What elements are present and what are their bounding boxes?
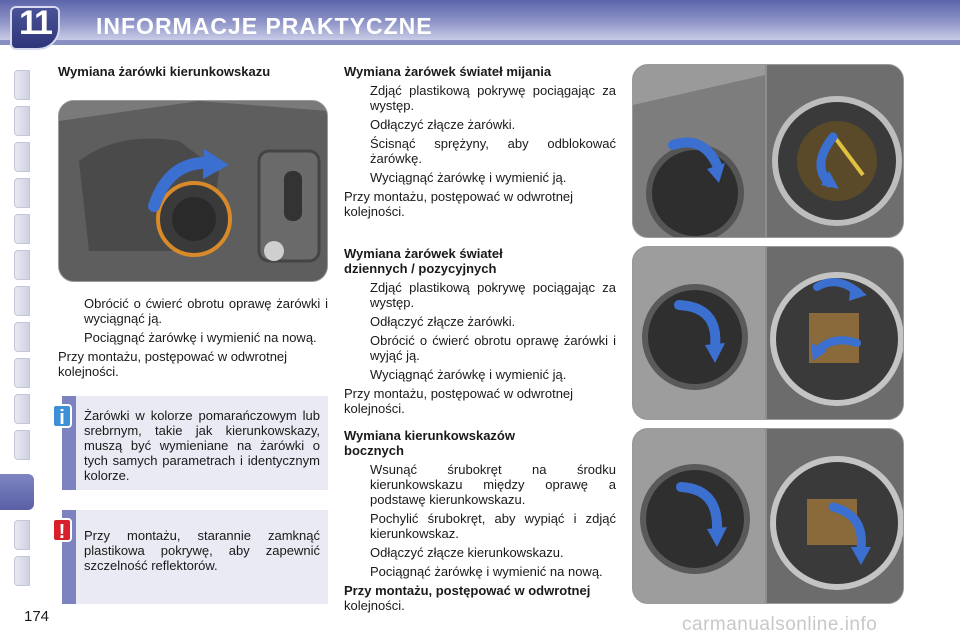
section-heading: Wymiana żarówek świateł dziennych / pozycyjnych [344, 246, 503, 276]
photo-low-beam [632, 64, 904, 238]
chapter-tab[interactable] [14, 358, 30, 388]
list-item: Wyciągnąć żarówkę i wymienić ją. [370, 367, 567, 382]
list-item: Obrócić o ćwierć obrotu oprawę żarówki i wyciągnąć ją. [84, 296, 328, 326]
chapter-tab[interactable] [14, 178, 30, 208]
side-indicator-illustration [633, 429, 904, 604]
chapter-tab[interactable] [14, 556, 30, 586]
list-item: Ścisnąć sprężyny, aby odblokować żarówkę. [370, 136, 616, 166]
chapter-tab[interactable] [14, 214, 30, 244]
chapter-tab[interactable] [14, 286, 30, 316]
list-item: Zdjąć plastikową pokrywę pociągając za występ. [370, 83, 616, 113]
photo-turn-signal-housing [58, 100, 328, 282]
turn-signal-illustration [59, 101, 328, 282]
page-number: 174 [24, 608, 50, 625]
chapter-tab[interactable] [14, 430, 30, 460]
assembly-note: Przy montażu, postępować w odwrotnej kolejności. [344, 189, 574, 219]
low-beam-section [344, 64, 616, 219]
warning-note [62, 510, 328, 604]
section-heading: Wymiana żarówki kierunkowskazu [58, 64, 271, 79]
chapter-tab[interactable] [14, 106, 30, 136]
low-beam-illustration [633, 65, 904, 238]
list-item: Odłączyć złącze żarówki. [370, 314, 516, 329]
daytime-lights-illustration [633, 247, 904, 420]
list-item: Wyciągnąć żarówkę i wymienić ją. [370, 170, 567, 185]
list-item: Odłączyć złącze kierunkowskazu. [370, 545, 564, 560]
side-indicator-section [344, 428, 616, 613]
list-item: Pociągnąć żarówkę i wymienić na nową. [370, 564, 603, 579]
info-note-text: Żarówki w kolorze pomarańczowym lub srebrnym, takie jak kierunkowskazy, muszą być wymieniane na żarówki o tych samych parametrach i identycznym kolorze. [84, 408, 320, 483]
list-item: Pochylić śrubokręt, aby wypiąć i zdjąć kierunkowskaz. [370, 511, 616, 541]
chapter-tab[interactable] [14, 322, 30, 352]
chapter-tab[interactable] [14, 520, 30, 550]
list-item: Pociągnąć żarówkę i wymienić na nową. [84, 330, 317, 345]
header-underline [0, 40, 960, 45]
info-note [62, 396, 328, 490]
list-item: Odłączyć złącze żarówki. [370, 117, 516, 132]
photo-side-indicator [632, 428, 904, 604]
chapter-number: 11 [19, 4, 51, 42]
warning-icon: ! [52, 518, 72, 542]
assembly-note: Przy montażu, postępować w odwrotnej kolejności. [58, 349, 288, 379]
warning-note-text: Przy montażu, starannie zamknąć plastikowa pokrywę, aby zapewnić szczelność reflektorów. [84, 528, 320, 573]
left-column [58, 64, 328, 79]
list-item: Wsunąć śrubokręt na środku kierunkowskazu między oprawę a podstawę kierunkowskazu. [370, 462, 616, 507]
info-icon: i [52, 404, 72, 428]
chapter-tab[interactable] [14, 250, 30, 280]
chapter-tab[interactable] [14, 70, 30, 100]
chapter-tab[interactable] [14, 142, 30, 172]
daytime-lights-section [344, 246, 616, 416]
chapter-tab-active[interactable] [0, 474, 34, 510]
section-heading: Wymiana żarówek świateł mijania [344, 64, 552, 79]
left-instructions [58, 292, 328, 379]
page-header [0, 0, 960, 48]
chapter-tab[interactable] [14, 394, 30, 424]
list-item: Zdjąć plastikową pokrywę pociągając za występ. [370, 280, 616, 310]
photo-daytime-lights [632, 246, 904, 420]
list-item: Obrócić o ćwierć obrotu oprawę żarówki i wyjąć ją. [370, 333, 616, 363]
assembly-note: Przy montażu, postępować w odwrotnej kolejności. [344, 386, 574, 416]
watermark: carmanualsonline.info [682, 614, 878, 635]
assembly-note: Przy montażu, postępować w odwrotnej kolejności. [344, 583, 591, 613]
page-title: INFORMACJE PRAKTYCZNE [96, 13, 433, 39]
section-heading: Wymiana kierunkowskazów bocznych [344, 428, 515, 458]
